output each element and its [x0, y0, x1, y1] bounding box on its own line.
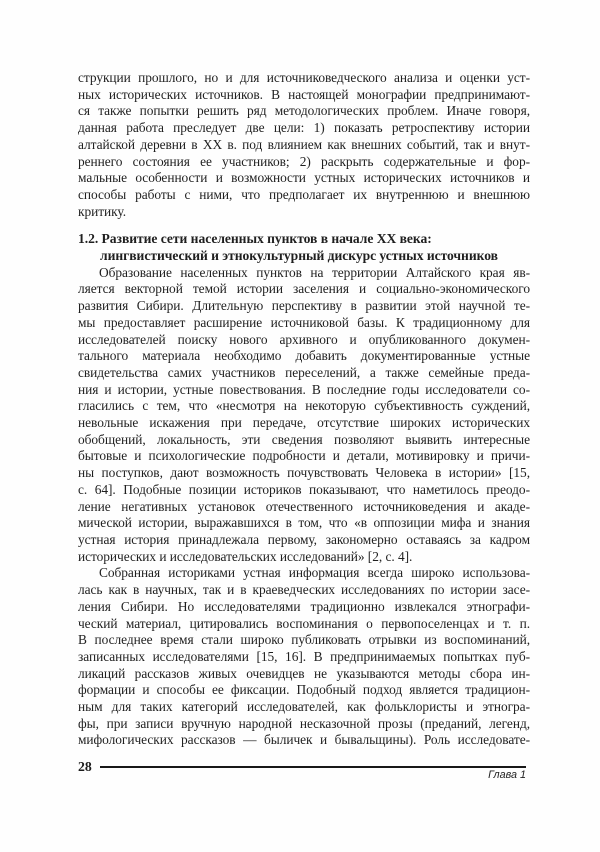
body-line: ликаций рассказов живых очевидцев не указываются методы сбора ин- [78, 665, 530, 681]
body-line: обобщений, локальность, эти сведения позволяют выявить интересные [78, 431, 530, 447]
body-line: Образование населенных пунктов на территории Алтайского края яв- [99, 264, 530, 280]
body-line: свидетельства самих участников переселений, а также семейные преда- [78, 364, 530, 380]
body-line: данная работа преследует две цели: 1) показать ретроспективу истории [78, 120, 530, 136]
body-line: мы предоставляет расширение источниковой базы. К традиционному для [78, 314, 530, 330]
body-line: ляется векторной темой истории заселения и социально-экономического [78, 281, 530, 297]
body-line: ния и истории, устные повествования. В последние годы исследователи со- [78, 381, 530, 397]
body-line: мифологических рассказов — быличек и бывальщины). Роль исследовате- [78, 732, 530, 748]
body-line: ных исторических источников. В настоящей монографии предпринимают- [78, 86, 530, 102]
body-line: мической истории, выражавшихся в том, что «в оппозиции мифа и знания [78, 515, 530, 531]
body-line: ся также попытки решить ряд методологических проблем. Иначе говоря, [78, 103, 530, 119]
section-heading [78, 231, 530, 264]
body-line: бытовые и психологические подробности и детали, мотивировку и причи- [78, 448, 530, 464]
heading-line: лингвистический и этнокультурный дискурс устных источников [100, 248, 498, 264]
body-line: исследователей поиску нового архивного и опубликованного докумен- [78, 331, 530, 347]
body-line: лась как в научных, так и в краеведческих исследованиях по истории засе- [78, 582, 530, 598]
body-line: реннего состояния ее участников; 2) раскрыть содержательные и фор- [78, 153, 530, 169]
body-line: ческий материал, цитировались воспоминания о первопоселенцах и т. п. [78, 615, 530, 631]
body-line: ны поступков, дают возможность почувствовать Человека в истории» [15, [78, 465, 530, 481]
body-line: тального материала необходимо добавить документированные устные [78, 348, 530, 364]
body-line: Собранная историками устная информация всегда широко использова- [99, 565, 530, 581]
body-line: развития Сибири. Длительную перспективу в развитии этой научной те- [78, 298, 530, 314]
footer-rule [100, 766, 526, 768]
chapter-label: Глава 1 [488, 769, 526, 781]
body-line: невольные искажения при передаче, отсутствие широких исторических [78, 415, 530, 431]
page-footer [78, 757, 530, 787]
body-line: ления Сибири. Но исследователями традиционно извлекался этнографи- [78, 598, 530, 614]
heading-line: 1.2. Развитие сети населенных пунктов в начале XX века: [78, 231, 432, 247]
paragraph [78, 70, 530, 220]
paragraph [78, 565, 530, 749]
body-line: критику. [78, 203, 127, 219]
page-number: 28 [78, 759, 92, 774]
body-line: формации и способы ее фиксации. Подобный подход является традицион- [78, 682, 530, 698]
body-line: ление негативных установок отечественного источниковедения и акаде- [78, 498, 530, 514]
body-line: исторических и исследовательских исследований» [2, с. 4]. [78, 548, 413, 564]
body-line: устная история принадлежала первому, закономерно оставаясь за кадром [78, 531, 530, 547]
body-line: алтайской деревни в XX в. под влиянием как внешних событий, так и внут- [78, 136, 530, 152]
body-line: струкции прошлого, но и для источниковедческого анализа и оценки уст- [78, 70, 530, 85]
body-line: записанных исследователями [15, 16]. В предпринимаемых попытках пуб- [78, 648, 530, 664]
paragraph [78, 265, 530, 566]
body-line: мальные особенности и возможности устных исторических источников и [78, 170, 530, 186]
body-line: гласились с тем, что «несмотря на некоторую субъективность суждений, [78, 398, 530, 414]
body-line: ным для таких категорий исследователей, как фольклористы и этногра- [78, 699, 530, 715]
body-line: фы, при записи вручную народной несказочной прозы (преданий, легенд, [78, 715, 530, 731]
text-block [78, 70, 530, 749]
body-line: В последнее время стали широко публиковать отрывки из воспоминаний, [78, 632, 530, 648]
body-line: способы работы с ними, что предполагает их внутреннюю и внешнюю [78, 186, 530, 202]
body-line: с. 64]. Подобные позиции историков показывают, что наметилось преодо- [78, 481, 530, 497]
